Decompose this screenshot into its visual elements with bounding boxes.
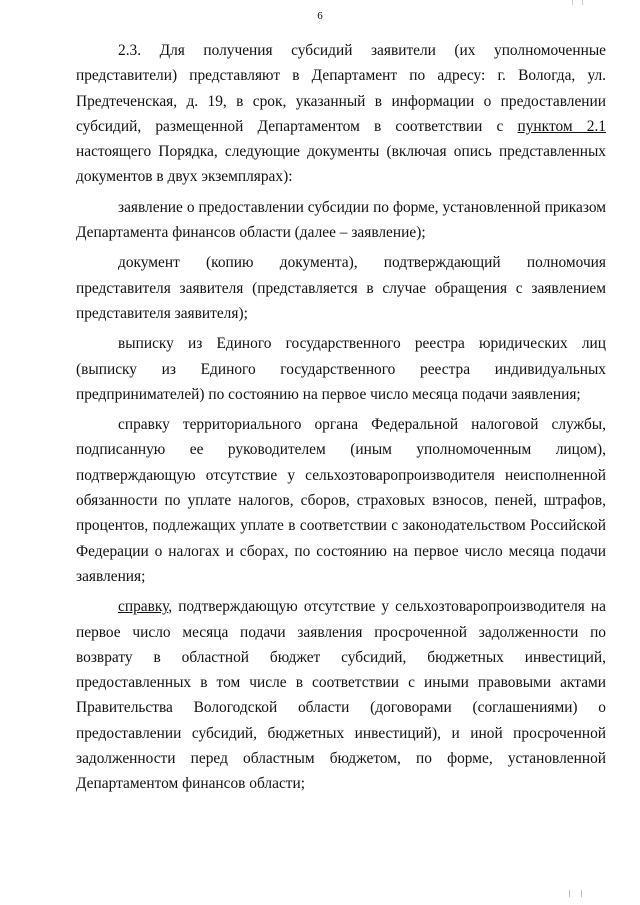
clause-link[interactable]: пунктом 2.1 [517, 117, 606, 135]
paragraph-text: выписку из Единого государственного реестра юридических лиц (выписку из Единого государственного реестра индивидуальных предпринимателей) по состоянию на первое число месяца подачи заявления; [76, 335, 606, 403]
paragraph-application [76, 195, 606, 246]
paragraph-debt-certificate [76, 594, 606, 796]
paragraph-authority-document [76, 250, 606, 326]
paragraph-tax-certificate [76, 412, 606, 589]
paragraph-text: настоящего Порядка, следующие документы (включая опись представленных документов в двух экземплярах): [76, 143, 606, 186]
paragraph-text: , подтверждающую отсутствие у сельхозтоваропроизводителя на первое число месяца подачи заявления просроченной задолженности по возврату в областной бюджет субсидий, бюджетных инвестиций, предоставленных в том числе в соответствии с иными правовыми актами Правительства Вологодской области (договорами (соглашениями) о предоставлении субсидий, бюджетных инвестиций), и иной просроченной задолженности перед областным бюджетом, по форме, установленной Департаментом финансов области; [76, 598, 606, 793]
paragraph-2-3 [76, 38, 606, 190]
paragraph-registry-extract [76, 331, 606, 407]
scan-marks-bottom [567, 887, 587, 897]
paragraph-text: справку территориального органа Федеральной налоговой службы, подписанную ее руководителем (иным уполномоченным лицом), подтверждающую отсутствие у сельхозтоваропроизводителя неисполненной обязанности по уплате налогов, сборов, страховых взносов, пеней, штрафов, процентов, подлежащих уплате в соответствии с законодательством Российской Федерации о налогах и сборах, по состоянию на первое число месяца подачи заявления; [76, 416, 606, 585]
paragraph-text: 2.3. Для получения субсидий заявители (их уполномоченные представители) представляют в Департамент по адресу: г. Вологда, ул. Предтеченская, д. 19, в срок, указанный в информации о предоставлении субсидий, размещенной Департаментом в соответствии с [76, 42, 606, 135]
document-body [76, 38, 606, 802]
paragraph-text: заявление о предоставлении субсидии по форме, установленной приказом Департамента финансов области (далее – заявление); [76, 198, 606, 242]
page-number: 6 [317, 10, 323, 22]
paragraph-text: документ (копию документа), подтверждающий полномочия представителя заявителя (представляется в случае обращения с заявлением представителя заявителя); [76, 254, 606, 322]
certificate-link[interactable]: справку [118, 598, 169, 616]
scan-marks-top [570, 0, 590, 6]
